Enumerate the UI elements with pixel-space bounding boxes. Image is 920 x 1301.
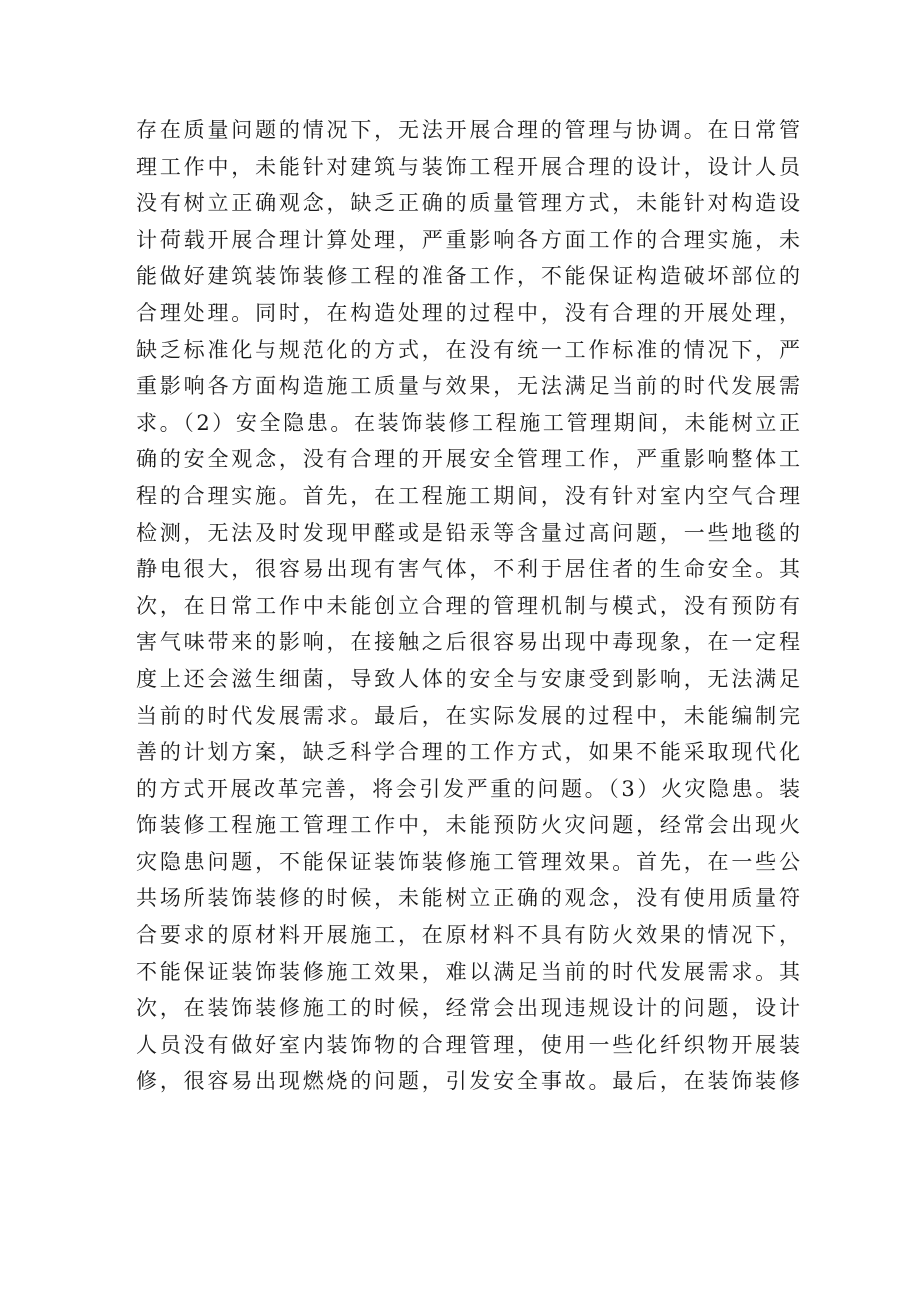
text-line: 不能保证装饰装修施工效果，难以满足当前的时代发展需求。其 [136, 959, 800, 984]
text-line: 当前的时代发展需求。最后，在实际发展的过程中，未能编制完 [136, 703, 800, 728]
text-line: 度上还会滋生细菌，导致人体的安全与安康受到影响，无法满足 [136, 666, 800, 691]
text-line: 的方式开展改革完善，将会引发严重的问题。（3）火灾隐患。装 [136, 776, 800, 801]
text-line: 灾隐患问题，不能保证装饰装修施工管理效果。首先，在一些公 [136, 849, 800, 874]
text-line: 没有树立正确观念，缺乏正确的质量管理方式，未能针对构造设 [136, 191, 800, 216]
text-line: 合要求的原材料开展施工，在原材料不具有防火效果的情况下， [136, 923, 800, 948]
text-line: 理工作中，未能针对建筑与装饰工程开展合理的设计，设计人员 [136, 154, 800, 179]
text-line: 合理处理。同时，在构造处理的过程中，没有合理的开展处理， [136, 300, 800, 325]
text-line: 饰装修工程施工管理工作中，未能预防火灾问题，经常会出现火 [136, 813, 800, 838]
text-line: 检测，无法及时发现甲醛或是铅汞等含量过高问题，一些地毯的 [136, 520, 800, 545]
text-line: 求。（2）安全隐患。在装饰装修工程施工管理期间，未能树立正 [136, 410, 800, 435]
text-line: 次，在日常工作中未能创立合理的管理机制与模式，没有预防有 [136, 593, 800, 618]
text-line: 共场所装饰装修的时候，未能树立正确的观念，没有使用质量符 [136, 886, 800, 911]
text-line: 修，很容易出现燃烧的问题，引发安全事故。最后，在装饰装修 [136, 1069, 800, 1094]
text-line: 静电很大，很容易出现有害气体，不利于居住者的生命安全。其 [136, 557, 800, 582]
text-line: 计荷载开展合理计算处理，严重影响各方面工作的合理实施，未 [136, 227, 800, 252]
text-line: 确的安全观念，没有合理的开展安全管理工作，严重影响整体工 [136, 447, 800, 472]
text-line: 重影响各方面构造施工质量与效果，无法满足当前的时代发展需 [136, 374, 800, 399]
text-line: 善的计划方案，缺乏科学合理的工作方式，如果不能采取现代化 [136, 740, 800, 765]
body-paragraph [136, 112, 800, 1100]
text-line: 次，在装饰装修施工的时候，经常会出现违规设计的问题，设计 [136, 996, 800, 1021]
text-line: 人员没有做好室内装饰物的合理管理，使用一些化纤织物开展装 [136, 1032, 800, 1057]
text-line: 害气味带来的影响，在接触之后很容易出现中毒现象，在一定程 [136, 630, 800, 655]
text-line: 缺乏标准化与规范化的方式，在没有统一工作标准的情况下，严 [136, 337, 800, 362]
text-line: 程的合理实施。首先，在工程施工期间，没有针对室内空气合理 [136, 483, 800, 508]
text-line: 能做好建筑装饰装修工程的准备工作，不能保证构造破坏部位的 [136, 264, 800, 289]
text-line: 存在质量问题的情况下，无法开展合理的管理与协调。在日常管 [136, 118, 800, 142]
